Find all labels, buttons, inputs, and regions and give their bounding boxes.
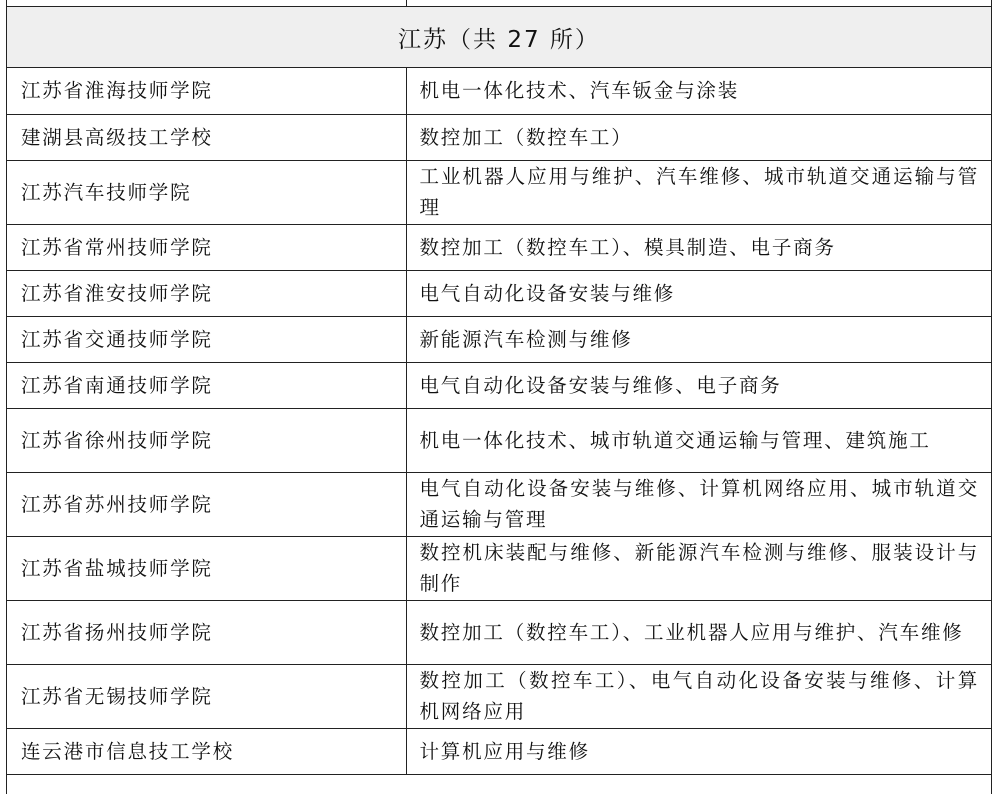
table-row <box>7 728 991 774</box>
majors-cell: 机电一体化技术、汽车钣金与涂装 <box>406 68 991 114</box>
schools-table-body <box>7 68 991 774</box>
school-name-cell: 江苏省扬州技师学院 <box>7 600 406 664</box>
table-row <box>7 408 991 472</box>
table-row <box>7 114 991 160</box>
majors-cell: 新能源汽车检测与维修 <box>406 316 991 362</box>
document-page <box>6 0 992 794</box>
school-name-cell: 江苏省常州技师学院 <box>7 224 406 270</box>
table-row <box>7 316 991 362</box>
table-row <box>7 362 991 408</box>
school-name-cell: 江苏省徐州技师学院 <box>7 408 406 472</box>
school-name-cell: 江苏省交通技师学院 <box>7 316 406 362</box>
majors-cell: 数控加工（数控车工）、模具制造、电子商务 <box>406 224 991 270</box>
section-title: 江苏（共 27 所） <box>398 26 600 53</box>
majors-cell: 机电一体化技术、城市轨道交通运输与管理、建筑施工 <box>406 408 991 472</box>
table-row <box>7 600 991 664</box>
school-name-cell: 江苏省淮海技师学院 <box>7 68 406 114</box>
school-name-cell: 江苏汽车技师学院 <box>7 160 406 224</box>
majors-cell: 电气自动化设备安装与维修、电子商务 <box>406 362 991 408</box>
table-row <box>7 160 991 224</box>
majors-cell: 数控机床装配与维修、新能源汽车检测与维修、服装设计与制作 <box>406 536 991 600</box>
table-row <box>7 472 991 536</box>
school-name-cell: 江苏省苏州技师学院 <box>7 472 406 536</box>
school-name-cell: 连云港市信息技工学校 <box>7 728 406 774</box>
schools-table <box>7 68 991 775</box>
majors-cell: 电气自动化设备安装与维修 <box>406 270 991 316</box>
school-name-cell: 江苏省南通技师学院 <box>7 362 406 408</box>
table-row <box>7 224 991 270</box>
table-row <box>7 536 991 600</box>
school-name-cell: 江苏省盐城技师学院 <box>7 536 406 600</box>
previous-table-edge <box>7 0 991 7</box>
majors-cell: 数控加工（数控车工） <box>406 114 991 160</box>
majors-cell: 电气自动化设备安装与维修、计算机网络应用、城市轨道交通运输与管理 <box>406 472 991 536</box>
table-row <box>7 68 991 114</box>
section-header <box>7 7 991 68</box>
column-divider <box>406 0 407 6</box>
school-name-cell: 江苏省淮安技师学院 <box>7 270 406 316</box>
majors-cell: 工业机器人应用与维护、汽车维修、城市轨道交通运输与管理 <box>406 160 991 224</box>
school-name-cell: 江苏省无锡技师学院 <box>7 664 406 728</box>
majors-cell: 计算机应用与维修 <box>406 728 991 774</box>
majors-cell: 数控加工（数控车工）、电气自动化设备安装与维修、计算机网络应用 <box>406 664 991 728</box>
school-name-cell: 建湖县高级技工学校 <box>7 114 406 160</box>
majors-cell: 数控加工（数控车工）、工业机器人应用与维护、汽车维修 <box>406 600 991 664</box>
table-row <box>7 664 991 728</box>
table-row <box>7 270 991 316</box>
